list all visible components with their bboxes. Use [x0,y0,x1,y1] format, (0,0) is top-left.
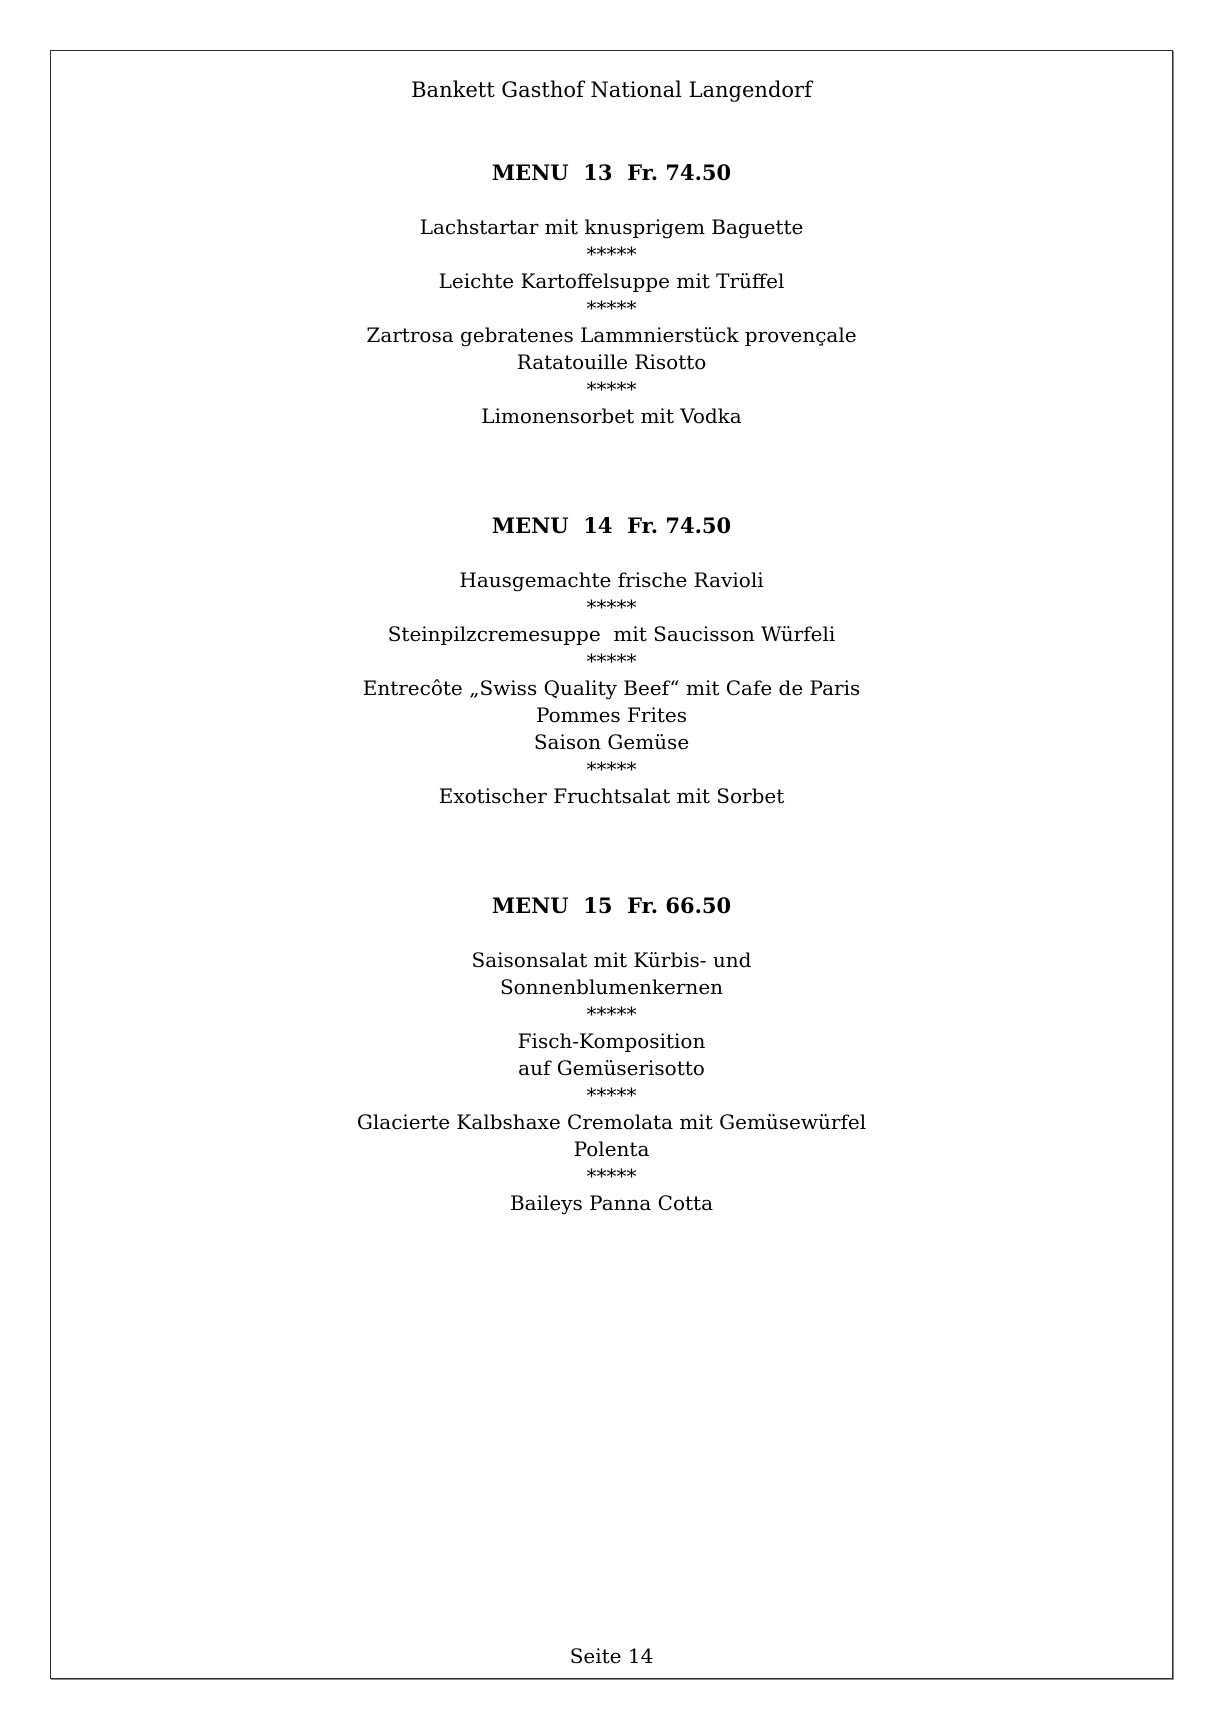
course-separator: ***** [586,1164,637,1188]
menu-course-line: Lachstartar mit knusprigem Baguette [419,215,804,239]
menu-section-14 [51,512,1172,810]
document-title: Bankett Gasthof National Langendorf [411,78,812,102]
menu-page-content [51,51,1172,1217]
course-separator: ***** [586,296,637,320]
menu-course-line: Exotischer Fruchtsalat mit Sorbet [438,784,785,808]
course-separator: ***** [586,757,637,781]
menu-course-line: Baileys Panna Cotta [509,1191,714,1215]
menu-course-line: auf Gemüserisotto [518,1056,705,1080]
menu-course-line: Saison Gemüse [533,730,690,754]
menu-course-line: Pommes Frites [535,703,688,727]
menu-course-line: Zartrosa gebratenes Lammnierstück provençale [366,323,857,347]
page-border-frame [50,50,1173,1679]
menu-course-line: Entrecôte „Swiss Quality Beef“ mit Cafe de Paris [362,676,861,700]
menu-course-line: Saisonsalat mit Kürbis- und [471,948,752,972]
menu-14-title: MENU 14 Fr. 74.50 [491,513,732,538]
page-number: Seite 14 [569,1644,654,1668]
menu-course-line: Polenta [573,1137,650,1161]
menu-section-15 [51,892,1172,1217]
course-separator: ***** [586,649,637,673]
menu-course-line: Sonnenblumenkernen [499,975,724,999]
course-separator: ***** [586,242,637,266]
menu-13-title: MENU 13 Fr. 74.50 [491,160,732,185]
course-separator: ***** [586,595,637,619]
menu-15-title: MENU 15 Fr. 66.50 [491,893,732,918]
menu-course-line: Limonensorbet mit Vodka [481,404,742,428]
menu-course-line: Leichte Kartoffelsuppe mit Trüffel [438,269,785,293]
menu-course-line: Ratatouille Risotto [516,350,707,374]
menu-course-line: Hausgemachte frische Ravioli [459,568,764,592]
menu-section-13 [51,159,1172,430]
menu-course-line: Fisch-Komposition [517,1029,706,1053]
course-separator: ***** [586,1083,637,1107]
course-separator: ***** [586,377,637,401]
menu-course-line: Glacierte Kalbshaxe Cremolata mit Gemüsewürfel [356,1110,867,1134]
course-separator: ***** [586,1002,637,1026]
menu-course-line: Steinpilzcremesuppe mit Saucisson Würfeli [387,622,836,646]
